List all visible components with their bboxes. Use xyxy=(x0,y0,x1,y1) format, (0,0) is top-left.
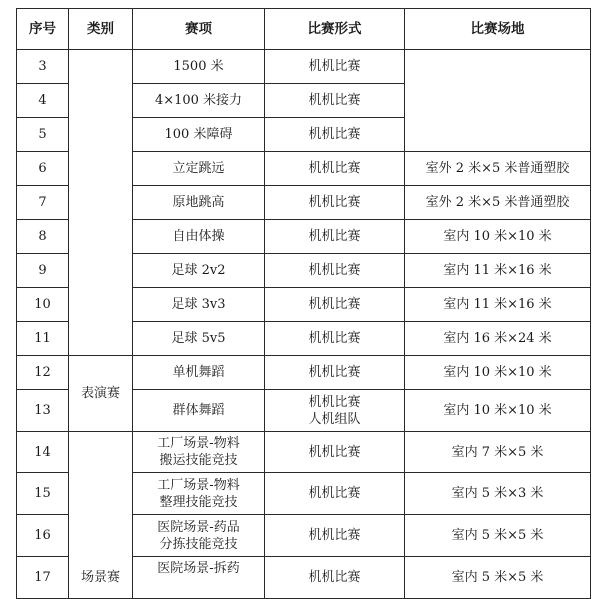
row-format: 机机比赛 xyxy=(265,473,405,515)
row-venue: 室内 5 米×5 米 xyxy=(405,557,591,599)
row-no: 5 xyxy=(17,118,69,152)
row-event: 立定跳远 xyxy=(133,152,265,186)
header-format: 比赛形式 xyxy=(265,9,405,50)
row-no: 11 xyxy=(17,322,69,356)
row-format: 机机比赛 xyxy=(265,322,405,356)
row-venue: 室外 2 米×5 米普通塑胶 xyxy=(405,186,591,220)
row-format: 机机比赛 xyxy=(265,254,405,288)
row-event xyxy=(133,515,265,557)
row-no: 4 xyxy=(17,84,69,118)
header-event: 赛项 xyxy=(133,9,265,50)
row-venue: 室内 11 米×16 米 xyxy=(405,254,591,288)
row-venue: 室内 7 米×5 米 xyxy=(405,432,591,473)
row-format-line2: 人机组队 xyxy=(308,411,361,427)
row-format: 机机比赛 xyxy=(265,118,405,152)
row-event-line2: 分拣技能竞技 xyxy=(159,536,238,552)
row-format: 机机比赛 xyxy=(265,515,405,557)
row-format: 机机比赛 xyxy=(265,152,405,186)
table-wrapper xyxy=(16,8,591,599)
category-cell-athletics xyxy=(69,50,133,356)
row-format-line1: 机机比赛 xyxy=(308,394,361,410)
row-format: 机机比赛 xyxy=(265,288,405,322)
row-no: 7 xyxy=(17,186,69,220)
row-format: 机机比赛 xyxy=(265,432,405,473)
table-row xyxy=(17,432,591,473)
row-venue: 室内 10 米×10 米 xyxy=(405,356,591,390)
row-venue: 室内 11 米×16 米 xyxy=(405,288,591,322)
header-no: 序号 xyxy=(17,9,69,50)
row-event: 足球 3v3 xyxy=(133,288,265,322)
row-format: 机机比赛 xyxy=(265,557,405,599)
row-no: 8 xyxy=(17,220,69,254)
row-venue: 室内 10 米×10 米 xyxy=(405,220,591,254)
row-event: 原地跳高 xyxy=(133,186,265,220)
row-event: 足球 2v2 xyxy=(133,254,265,288)
row-format: 机机比赛 xyxy=(265,356,405,390)
row-event xyxy=(133,473,265,515)
row-event: 1500 米 xyxy=(133,50,265,84)
row-venue: 室内 5 米×5 米 xyxy=(405,515,591,557)
row-venue: 室内 10 米×10 米 xyxy=(405,390,591,432)
row-no: 13 xyxy=(17,390,69,432)
row-event: 4×100 米接力 xyxy=(133,84,265,118)
row-no: 6 xyxy=(17,152,69,186)
row-venue: 室内 5 米×3 米 xyxy=(405,473,591,515)
category-scene xyxy=(69,432,133,599)
row-format: 机机比赛 xyxy=(265,50,405,84)
header-row xyxy=(17,9,591,50)
row-no: 15 xyxy=(17,473,69,515)
row-format xyxy=(265,390,405,432)
row-event-line1: 工厂场景-物料 xyxy=(157,477,240,493)
row-venue xyxy=(405,50,591,152)
row-venue: 室内 16 米×24 米 xyxy=(405,322,591,356)
row-event: 自由体操 xyxy=(133,220,265,254)
row-no: 16 xyxy=(17,515,69,557)
row-no: 3 xyxy=(17,50,69,84)
row-event: 群体舞蹈 xyxy=(133,390,265,432)
row-event xyxy=(133,432,265,473)
header-category: 类别 xyxy=(69,9,133,50)
row-event-line1: 医院场景-药品 xyxy=(157,519,240,535)
row-venue: 室外 2 米×5 米普通塑胶 xyxy=(405,152,591,186)
table-row xyxy=(17,356,591,390)
category-performance: 表演赛 xyxy=(69,356,133,432)
row-event: 100 米障碍 xyxy=(133,118,265,152)
category-scene-label: 场景赛 xyxy=(80,570,120,585)
row-no: 12 xyxy=(17,356,69,390)
row-format: 机机比赛 xyxy=(265,220,405,254)
row-no: 10 xyxy=(17,288,69,322)
row-no: 17 xyxy=(17,557,69,599)
row-event-line1: 医院场景-拆药 xyxy=(157,561,240,576)
row-event: 足球 5v5 xyxy=(133,322,265,356)
table-row xyxy=(17,50,591,84)
header-venue: 比赛场地 xyxy=(405,9,591,50)
row-event: 单机舞蹈 xyxy=(133,356,265,390)
row-event xyxy=(133,557,265,599)
row-format: 机机比赛 xyxy=(265,84,405,118)
row-event-line1: 工厂场景-物料 xyxy=(157,436,240,451)
row-no: 14 xyxy=(17,432,69,473)
row-format: 机机比赛 xyxy=(265,186,405,220)
row-no: 9 xyxy=(17,254,69,288)
competition-table xyxy=(16,8,591,599)
row-event-line2: 整理技能竞技 xyxy=(159,494,238,510)
row-event-line2: 搬运技能竞技 xyxy=(159,453,238,468)
